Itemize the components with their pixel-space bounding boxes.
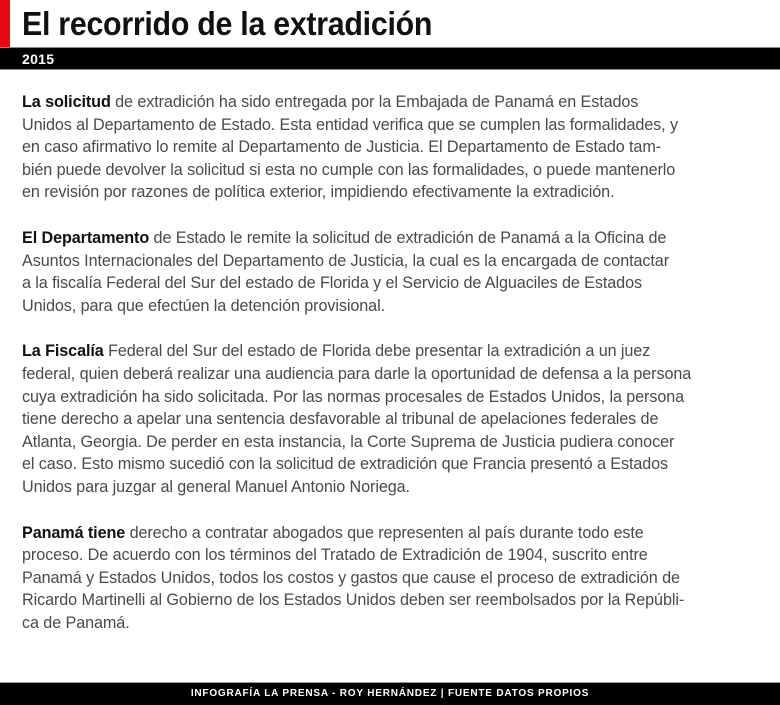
footer-credit: INFOGRAFÍA LA PRENSA - ROY HERNÁNDEZ | FUENTE DATOS PROPIOS (190, 688, 590, 699)
paragraph-lead: La Fiscalía (22, 342, 104, 361)
paragraph-line: Ricardo Martinelli al Gobierno de los Estados Unidos deben ser reembolsados por la Repúbli- (22, 591, 685, 610)
paragraph-departamento (22, 227, 772, 317)
year-label: 2015 (22, 51, 55, 67)
paragraph-line: Panamá y Estados Unidos, todos los costos y gastos que cause el proceso de extradición de (22, 568, 680, 587)
paragraph-line: tiene derecho a apelar una sentencia desfavorable al tribunal de apelaciones federales de (22, 410, 659, 429)
page-title: El recorrido de la extradición (22, 5, 433, 42)
year-bar (0, 47, 780, 70)
paragraph-line: en revisión por razones de política exterior, impidiendo efectivamente la extradición. (22, 183, 615, 202)
paragraph-line: ca de Panamá. (22, 613, 130, 632)
paragraph-line: Unidos, para que efectúen la detención provisional. (22, 296, 385, 315)
paragraph-lead: Panamá tiene (22, 523, 126, 542)
footer-bar (0, 682, 780, 705)
paragraph-panama (22, 522, 772, 635)
article-body (22, 91, 772, 657)
paragraph-line: federal, quien deberá realizar una audiencia para darle la oportunidad de defensa a la persona (22, 364, 692, 383)
paragraph-line: Unidos para juzgar al general Manuel Antonio Noriega. (22, 477, 410, 496)
paragraph-line: bién puede devolver la solicitud si esta no cumple con las formalidades, o puede mantenerlo (22, 160, 676, 179)
paragraph-line: La Fiscalía Federal del Sur del estado de Florida debe presentar la extradición a un juez (22, 342, 651, 361)
paragraph-line: Panamá tiene derecho a contratar abogados que representen al país durante todo este (22, 523, 644, 542)
paragraph-line: La solicitud de extradición ha sido entregada por la Embajada de Panamá en Estados (22, 93, 639, 111)
paragraph-line: cuya extradición ha sido solicitada. Por las normas procesales de Estados Unidos, la persona (22, 387, 685, 406)
paragraph-fiscalia (22, 340, 772, 498)
paragraph-line: a la fiscalía Federal del Sur del estado de Florida y el Servicio de Alguaciles de Estados (22, 274, 642, 293)
paragraph-line: El Departamento de Estado le remite la solicitud de extradición de Panamá a la Oficina de (22, 228, 667, 247)
paragraph-line: Unidos al Departamento de Estado. Esta entidad verifica que se cumplen las formalidades, y (22, 115, 678, 134)
paragraph-solicitud (22, 91, 772, 204)
paragraph-lead: La solicitud (22, 93, 111, 111)
red-accent-bar (0, 0, 10, 47)
paragraph-line: el caso. Esto mismo sucedió con la solicitud de extradición que Francia presentó a Estados (22, 455, 669, 474)
paragraph-line: Asuntos Internacionales del Departamento de Justicia, la cual es la encargada de contactar (22, 251, 669, 270)
paragraph-line: Atlanta, Georgia. De perder en esta instancia, la Corte Suprema de Justicia pudiera conocer (22, 432, 675, 451)
paragraph-line: en caso afirmativo lo remite al Departamento de Justicia. El Departamento de Estado tam- (22, 138, 662, 157)
paragraph-lead: El Departamento (22, 228, 150, 247)
paragraph-line: proceso. De acuerdo con los términos del Tratado de Extradición de 1904, suscrito entre (22, 546, 648, 565)
